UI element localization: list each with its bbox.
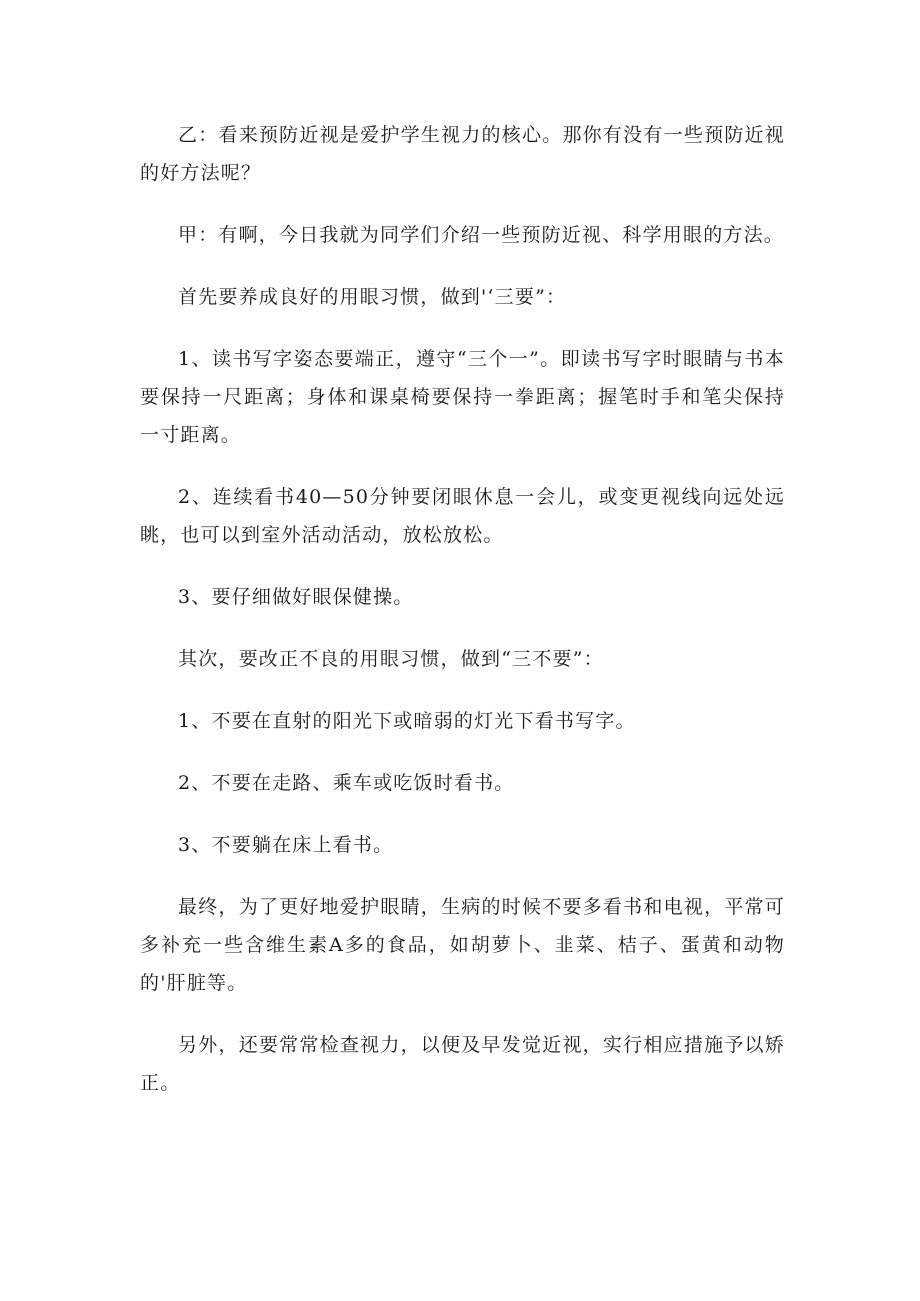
- paragraph-dialogue-yi: 乙：看来预防近视是爱护学生视力的核心。那你有没有一些预防近视的好方法呢？: [140, 124, 785, 184]
- paragraph-must-1: 1、读书写字姿态要端正，遵守“三个一”。即读书写字时眼睛与书本要保持一尺距离；身体和课桌椅要保持一拳距离；握笔时手和笔尖保持一寸距离。: [140, 348, 785, 446]
- paragraph-must-3: 3、要仔细做好眼保健操。: [178, 586, 414, 608]
- paragraph-three-donts-intro: 其次，要改正不良的用眼习惯，做到“三不要”：: [178, 648, 604, 670]
- paragraph-additionally: 另外，还要常常检查视力，以便及早发觉近视，实行相应措施予以矫正。: [140, 1034, 785, 1094]
- paragraph-three-musts-intro: 首先要养成良好的用眼习惯，做到'‘三要”：: [178, 286, 567, 308]
- paragraph-must-2: 2、连续看书40—50分钟要闭眼休息一会儿，或变更视线向远处远眺，也可以到室外活动活动，放松放松。: [140, 486, 785, 546]
- paragraph-dont-2: 2、不要在走路、乘车或吃饭时看书。: [178, 772, 515, 794]
- paragraph-finally: 最终，为了更好地爱护眼睛，生病的时候不要多看书和电视，平常可多补充一些含维生素A多的食品，如胡萝卜、韭菜、桔子、蛋黄和动物的'肝脏等。: [140, 896, 785, 994]
- paragraph-dont-3: 3、不要躺在床上看书。: [178, 834, 394, 856]
- document-body: [140, 116, 785, 1126]
- paragraph-dont-1: 1、不要在直射的阳光下或暗弱的灯光下看书写字。: [178, 710, 636, 732]
- paragraph-dialogue-jia: 甲：有啊，今日我就为同学们介绍一些预防近视、科学用眼的方法。: [178, 224, 785, 246]
